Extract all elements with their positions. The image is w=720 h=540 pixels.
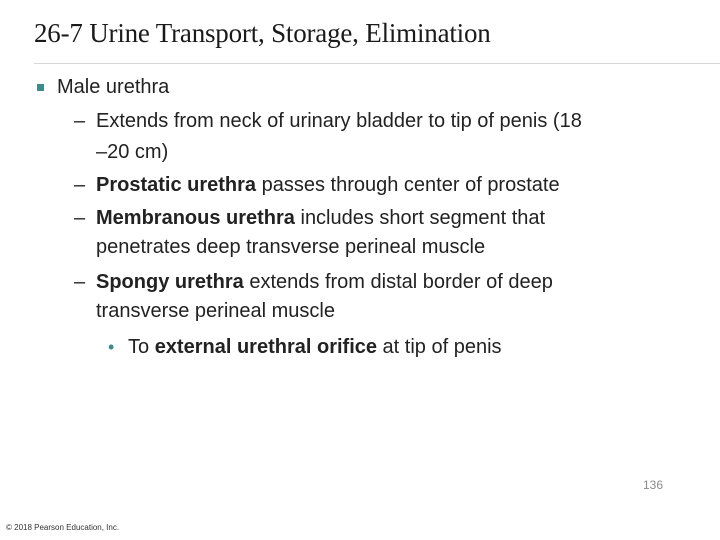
copyright-notice: © 2018 Pearson Education, Inc. bbox=[6, 523, 120, 532]
square-bullet-icon bbox=[37, 84, 44, 91]
bullet-membranous-line1 bbox=[96, 207, 545, 230]
page-number: 136 bbox=[642, 478, 663, 492]
bullet-prostatic-text: passes through center of prostate bbox=[256, 174, 560, 196]
term-prostatic-urethra: Prostatic urethra bbox=[96, 174, 257, 196]
bullet-orifice bbox=[128, 336, 502, 359]
bullet-orifice-text: at tip of penis bbox=[377, 336, 502, 358]
term-membranous-urethra: Membranous urethra bbox=[96, 207, 295, 229]
dash-marker: – bbox=[74, 174, 86, 196]
slide-title: 26-7 Urine Transport, Storage, Elimination bbox=[34, 18, 491, 48]
dash-marker: – bbox=[74, 110, 86, 132]
dash-marker: – bbox=[74, 207, 86, 229]
bullet-spongy-text: extends from distal border of deep bbox=[243, 271, 553, 293]
term-spongy-urethra: Spongy urethra bbox=[96, 271, 244, 293]
bullet-extends-line2: –20 cm) bbox=[96, 141, 169, 163]
bullet-prostatic bbox=[96, 174, 560, 197]
bullet-orifice-prefix: To bbox=[128, 336, 155, 358]
bullet-membranous-text: includes short segment that bbox=[294, 207, 546, 229]
bullet-spongy-line1 bbox=[96, 271, 553, 294]
bullet-membranous-line2: penetrates deep transverse perineal muscle bbox=[96, 236, 486, 258]
bullet-spongy-line2: transverse perineal muscle bbox=[96, 300, 335, 322]
term-external-urethral-orifice: external urethral orifice bbox=[154, 336, 377, 358]
bullet-male-urethra: Male urethra bbox=[57, 76, 170, 98]
bullet-extends-line1: Extends from neck of urinary bladder to tip of penis (18 bbox=[96, 110, 582, 132]
dot-bullet-icon: • bbox=[108, 337, 115, 357]
dash-marker: – bbox=[74, 271, 86, 293]
title-divider bbox=[34, 63, 720, 64]
